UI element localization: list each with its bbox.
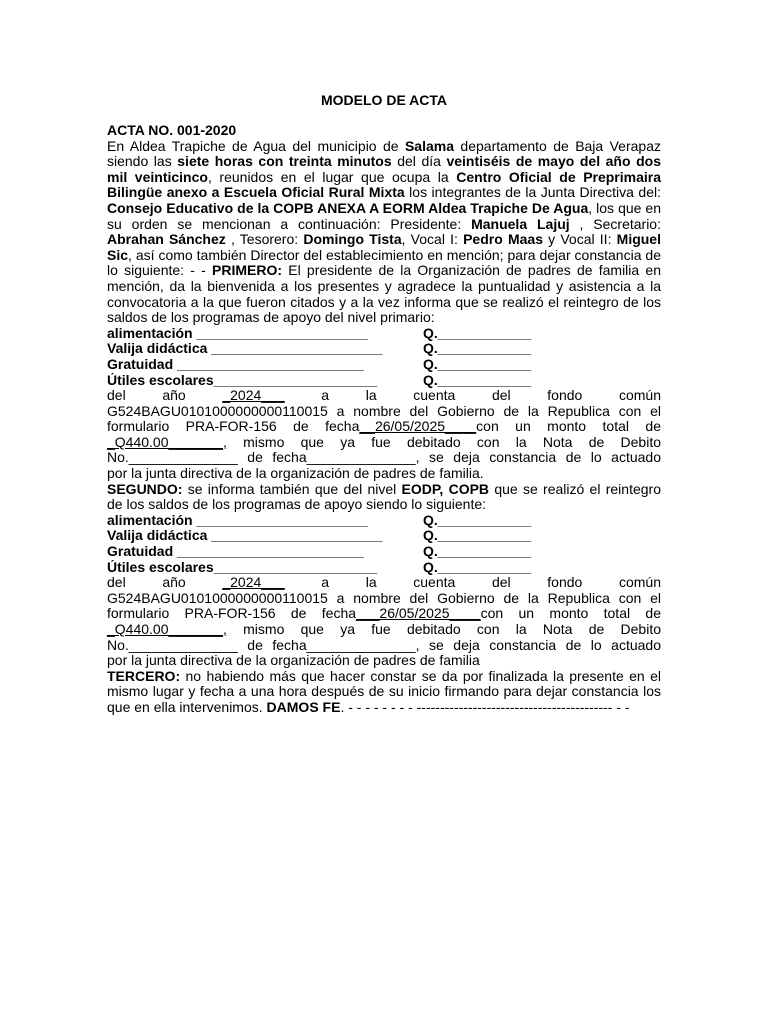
segundo-paragraph — [107, 482, 661, 513]
item-row — [107, 528, 661, 544]
item-name: Gratuidad ________________________ — [107, 544, 364, 560]
account-block-2 — [107, 575, 661, 669]
bold-text: Miguel Sic — [107, 231, 661, 263]
item-amount: Q.____________ — [423, 372, 532, 388]
text: , reunidos en el lugar que ocupa la — [207, 168, 457, 185]
item-name: alimentación ______________________ — [107, 512, 368, 528]
items-list-2 — [107, 513, 661, 575]
item-row — [107, 560, 661, 576]
bold-text: SEGUNDO: — [107, 480, 183, 497]
bold-text: TERCERO: — [107, 667, 181, 684]
item-row — [107, 544, 661, 560]
item-name: Útiles escolares_____________________ — [107, 372, 378, 388]
text: se informa también que del nivel — [182, 480, 402, 497]
item-amount: Q.____________ — [423, 356, 532, 372]
text: , Vocal I: — [401, 231, 464, 248]
item-name: Valija didáctica ______________________ — [107, 528, 383, 544]
account-line: del año _2024___ a la cuenta del fondo común — [107, 574, 661, 591]
tercero-paragraph — [107, 669, 661, 716]
text: , así como también Director del establecimiento en mención; para dejar constancia de lo siguiente: - - — [107, 246, 661, 279]
text: los integrantes de la Junta Directiva del: — [409, 184, 661, 201]
bold-text: Consejo Educativo de la COPB ANEXA A EORM Aldea Trapiche De Agua — [107, 199, 589, 216]
text: En Aldea Trapiche de Agua del municipio de — [107, 137, 405, 154]
bold-text: Centro Oficial de Preprimaira Bilingüe anexo a Escuela Oficial Rural Mixta — [107, 168, 662, 201]
bold-text: Abrahan Sánchez — [107, 231, 226, 248]
item-amount: Q.____________ — [423, 544, 532, 560]
text: . - - - - - - - - ------------------------------------------ - - — [340, 698, 630, 715]
text: que se realizó el reintegro de los saldos de los programas de apoyo siendo lo siguiente: — [107, 480, 661, 513]
debit-note-line: No.______________ de fecha______________, se deja constancia de lo actuado — [107, 636, 661, 653]
item-row — [107, 357, 661, 373]
bold-text: EODP, COPB — [401, 480, 490, 497]
text: no habiendo más que hacer constar se da por finalizada la presente en el mismo lugar y fecha a una hora después de su inicio firmando para dejar constancia los que en ella intervenimos. — [107, 667, 661, 715]
document-title: MODELO DE ACTA — [321, 92, 447, 108]
text: departamento de Baja Verapaz siendo las — [107, 137, 661, 170]
item-amount: Q.____________ — [423, 559, 532, 575]
amount-line: _Q440.00_______, mismo que ya fue debitado con la Nota de Debito — [107, 433, 661, 450]
text: del día — [391, 153, 447, 170]
bold-text: Domingo Tista — [303, 231, 402, 248]
text: El presidente de la Organización de padres de familia en mención, da la bienvenida a los presentes y agradece la puntualidad y asistencia a la convocatoria a la que fueron citados y a la vez informa que se realizó el reintegro de los saldos de los programas de apoyo del nivel primario: — [107, 262, 661, 326]
bold-text: DAMOS FE — [266, 698, 341, 715]
amount-line: _Q440.00_______, mismo que ya fue debitado con la Nota de Debito — [107, 621, 661, 637]
text: , los que en su orden se mencionan a continuación: Presidente: — [107, 199, 661, 232]
items-list-1 — [107, 326, 661, 388]
item-row — [107, 326, 661, 342]
item-row — [107, 373, 661, 389]
bold-text: Salama — [404, 137, 455, 154]
item-amount: Q.____________ — [423, 341, 532, 357]
bold-text: Pedro Maas — [463, 231, 543, 248]
bold-text: veintiséis de mayo del año dos mil veinticinco — [107, 153, 661, 185]
item-amount: Q.____________ — [423, 325, 532, 341]
text: , Secretario: — [569, 215, 661, 232]
bold-text: Manuela Lajuj — [471, 215, 570, 232]
bold-text: PRIMERO: — [212, 262, 283, 279]
account-block-1 — [107, 388, 661, 482]
acta-number: ACTA NO. 001-2020 — [107, 122, 237, 138]
item-name: Útiles escolares_____________________ — [107, 559, 378, 575]
closing-line: por la junta directiva de la organización de padres de familia — [107, 652, 480, 669]
account-line: del año _2024___ a la cuenta del fondo común — [107, 387, 661, 404]
text: y Vocal II: — [542, 231, 617, 248]
form-line: formulario PRA-FOR-156 de fecha___26/05/2025____con un monto total de — [107, 605, 661, 622]
debit-note-line: No.______________ de fecha______________, se deja constancia de lo actuado — [107, 449, 661, 466]
account-number-line: G524BAGU0101000000000110015 a nombre del Gobierno de la Republica con el — [107, 589, 661, 606]
closing-line: por la junta directiva de la organización de padres de familia. — [107, 465, 484, 482]
form-line: formulario PRA-FOR-156 de fecha__26/05/2025____con un monto total de — [107, 418, 661, 435]
text: , Tesorero: — [225, 231, 304, 248]
item-row — [107, 513, 661, 529]
item-amount: Q.____________ — [423, 528, 532, 544]
item-name: Gratuidad ________________________ — [107, 356, 364, 372]
item-row — [107, 341, 661, 357]
item-amount: Q.____________ — [423, 512, 532, 528]
item-name: Valija didáctica ______________________ — [107, 341, 383, 357]
account-number-line: G524BAGU0101000000000110015 a nombre del Gobierno de la Republica con el — [107, 402, 661, 419]
intro-paragraph — [107, 139, 661, 326]
bold-text: siete horas con treinta minutos — [177, 153, 392, 170]
document-body — [107, 123, 661, 716]
item-name: alimentación ______________________ — [107, 325, 368, 341]
